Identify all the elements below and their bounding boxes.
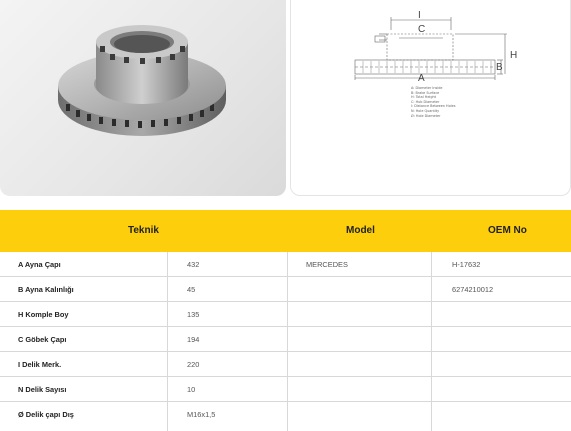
spec-label: N Delik Sayısı [18, 385, 67, 394]
spec-value: 45 [187, 285, 196, 294]
header-model: Model [346, 225, 375, 236]
table-row [0, 252, 571, 277]
spec-value: 194 [187, 335, 200, 344]
spec-label: C Göbek Çapı [18, 335, 67, 344]
dim-label-i: I [418, 10, 421, 21]
model-value: MERCEDES [306, 260, 348, 269]
product-photo[interactable] [0, 0, 286, 196]
legend-item: I: Distance Between Holes [411, 104, 456, 109]
table-row [0, 377, 571, 402]
legend-item: B: Brake Surface [411, 90, 440, 95]
legend-item: C: Hub Diameter [411, 99, 440, 104]
dim-label-a: A [418, 73, 425, 84]
dim-label-b: B [496, 62, 503, 73]
table-row [0, 402, 571, 427]
oem-value: 6274210012 [452, 285, 494, 294]
dim-label-c: C [418, 24, 426, 35]
spec-table [0, 210, 571, 431]
legend-item: N: Hole Quantity [411, 108, 440, 113]
spec-label: B Ayna Kalınlığı [18, 285, 74, 294]
spec-label: A Ayna Çapı [18, 260, 61, 269]
spec-label: I Delik Merk. [18, 360, 62, 369]
product-media-area [0, 0, 571, 208]
table-row [0, 277, 571, 302]
legend-item: Ø: Hole Diameter [411, 113, 441, 118]
table-header [0, 210, 571, 252]
spec-value: 10 [187, 385, 196, 394]
spec-value: 135 [187, 310, 200, 319]
header-oem-no: OEM No [488, 225, 527, 236]
dim-label-h: H [510, 50, 518, 61]
spec-value: 220 [187, 360, 200, 369]
table-row [0, 352, 571, 377]
diagram-legend [411, 86, 455, 118]
table-row [0, 327, 571, 352]
spec-label: H Komple Boy [18, 310, 69, 319]
spec-value: 432 [187, 260, 200, 269]
spec-value: M16x1,5 [187, 410, 216, 419]
oem-value: H-17632 [452, 260, 481, 269]
legend-item: A: Diameter Inside [411, 86, 443, 90]
technical-drawing[interactable] [290, 0, 571, 196]
legend-item: H: Total Height [411, 95, 436, 100]
brake-disc-image [0, 0, 286, 196]
header-teknik: Teknik [128, 225, 159, 236]
table-row [0, 302, 571, 327]
spec-label: Ø Delik çapı Dış [18, 410, 74, 419]
